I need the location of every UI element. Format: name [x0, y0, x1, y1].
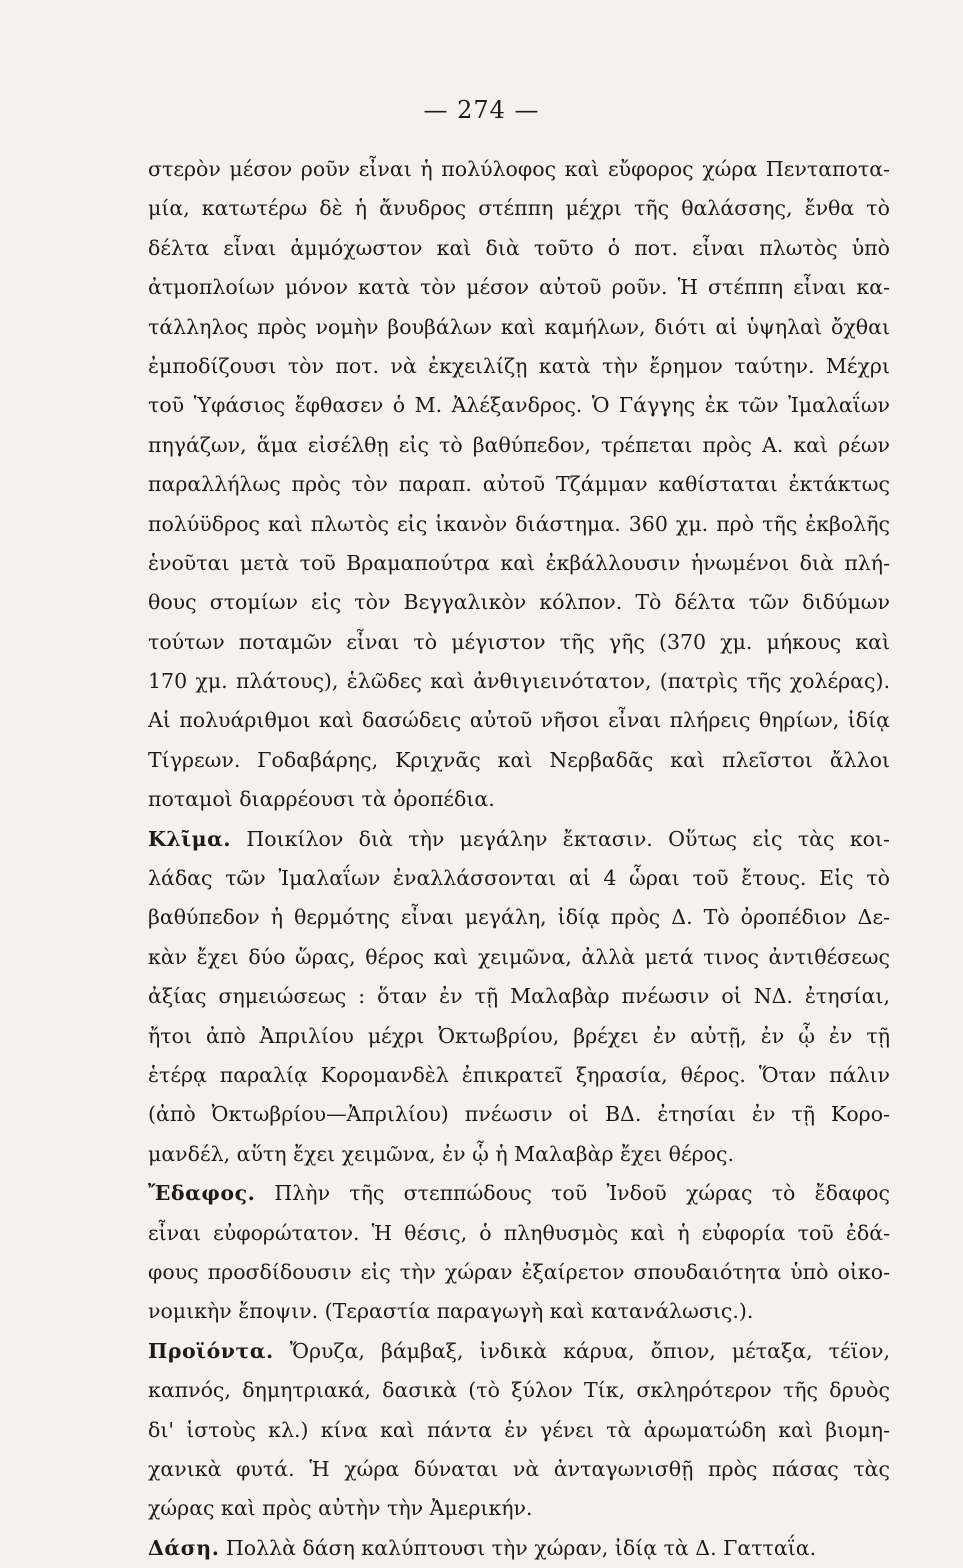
text-line	[148, 820, 890, 859]
text-line	[148, 1411, 890, 1450]
line-text: (ἀπὸ Ὀκτωβρίου—Ἀπριλίου) πνέωσιν οἱ ΒΔ. ἐτησίαι ἐν τῇ Κορο-	[148, 1102, 890, 1127]
line-text: φους προσδίδουσιν εἰς τὴν χώραν ἐξαίρετον σπουδαιότητα ὑπὸ οἰκο-	[148, 1259, 890, 1284]
text-line	[148, 505, 890, 544]
text-line	[148, 977, 890, 1016]
text-line	[148, 1371, 890, 1410]
line-text: Πλὴν τῆς στεππώδους τοῦ Ἰνδοῦ χώρας τὸ ἔδαφος	[255, 1181, 890, 1206]
line-text: ἑνοῦται μετὰ τοῦ Βραμαπούτρα καὶ ἐκβάλλουσιν ἡνωμένοι διὰ πλή-	[148, 550, 890, 575]
line-text: κὰν ἔχει δύο ὥρας, θέρος καὶ χειμῶνα, ἀλλὰ μετά τινος ἀντιθέσεως	[148, 944, 890, 969]
text-line	[148, 1332, 890, 1371]
line-text: ἀτμοπλοίων μόνον κατὰ τὸν μέσον αὐτοῦ ροῦν. Ἡ στέππη εἶναι κα-	[148, 275, 890, 300]
text-line	[148, 150, 890, 189]
text-line	[148, 1450, 890, 1489]
text-line	[148, 268, 890, 307]
line-text: ποταμοὶ διαρρέουσι τὰ ὀροπέδια.	[148, 787, 495, 812]
line-text: ἀξίας σημειώσεως : ὅταν ἐν τῇ Μαλαβὰρ πνέωσιν οἱ ΝΔ. ἐτησίαι,	[148, 984, 890, 1009]
line-text: παραλλήλως πρὸς τὸν παραπ. αὐτοῦ Τζάμμαν καθίσταται ἐκτάκτως	[148, 472, 890, 497]
text-line	[148, 229, 890, 268]
text-line	[148, 544, 890, 583]
line-text: μανδέλ, αὕτη ἔχει χειμῶνα, ἐν ᾧ ἡ Μαλαβὰρ ἔχει θέρος.	[148, 1141, 735, 1166]
text-line	[148, 1095, 890, 1134]
text-line	[148, 1489, 890, 1528]
line-text: δέλτα εἶναι ἀμμόχωστον καὶ διὰ τοῦτο ὁ ποτ. εἶναι πλωτὸς ὑπὸ	[148, 235, 890, 260]
page-number: — 274 —	[423, 96, 540, 124]
text-line	[148, 1292, 890, 1331]
line-text: χώρας καὶ πρὸς αὐτὴν τὴν Ἀμερικήν.	[148, 1496, 533, 1521]
section-heading: Ἔδαφος.	[148, 1181, 256, 1206]
text-line	[148, 386, 890, 425]
text-line	[148, 1135, 890, 1174]
text-line	[148, 189, 890, 228]
text-line	[148, 1214, 890, 1253]
line-text: δι' ἱστοὺς κλ.) κίνα καὶ πάντα ἐν γένει τὰ ἀρωματώδη καὶ βιομη-	[148, 1417, 890, 1442]
line-text: εἶναι εὐφορώτατον. Ἡ θέσις, ὁ πληθυσμὸς καὶ ἡ εὐφορία τοῦ ἐδά-	[148, 1220, 890, 1245]
section-heading: Δάση.	[148, 1535, 220, 1560]
line-text: μία, κατωτέρω δὲ ἡ ἄνυδρος στέππη μέχρι τῆς θαλάσσης, ἔνθα τὸ	[148, 196, 890, 221]
line-text: Τίγρεων. Γοδαβάρης, Κριχνᾶς καὶ Νερβαδᾶς καὶ πλεῖστοι ἄλλοι	[148, 747, 890, 772]
line-text: βαθύπεδον ἡ θερμότης εἶναι μεγάλη, ἰδίᾳ πρὸς Δ. Τὸ ὀροπέδιον Δε-	[148, 905, 890, 930]
text-line	[148, 426, 890, 465]
line-text: νομικὴν ἔποψιν. (Τεραστία παραγωγὴ καὶ κατανάλωσις.).	[148, 1299, 754, 1324]
line-text: τούτων ποταμῶν εἶναι τὸ μέγιστον τῆς γῆς (370 χμ. μήκους καὶ	[148, 629, 890, 654]
text-line	[148, 465, 890, 504]
line-text: πηγάζων, ἅμα εἰσέλθῃ εἰς τὸ βαθύπεδον, τρέπεται πρὸς Α. καὶ ρέων	[148, 432, 890, 457]
section-heading: Κλῖμα.	[148, 826, 232, 851]
line-text: τοῦ Ὑφάσιος ἔφθασεν ὁ Μ. Ἀλέξανδρος. Ὁ Γάγγης ἐκ τῶν Ἰμαλαΐων	[148, 393, 890, 418]
section-heading: Προϊόντα.	[148, 1338, 274, 1363]
line-text: Πολλὰ δάση καλύπτουσι τὴν χώραν, ἰδίᾳ τὰ Δ. Γατταΐα.	[219, 1535, 817, 1560]
text-line	[148, 859, 890, 898]
line-text: Ποικίλον διὰ τὴν μεγάλην ἔκτασιν. Οὕτως εἰς τὰς κοι-	[231, 826, 890, 851]
text-line	[148, 701, 890, 740]
text-line	[148, 898, 890, 937]
text-line	[148, 741, 890, 780]
line-text: ἑτέρᾳ παραλίᾳ Κορομανδὲλ ἐπικρατεῖ ξηρασία, θέρος. Ὅταν πάλιν	[148, 1062, 890, 1087]
text-line	[148, 662, 890, 701]
text-line	[148, 583, 890, 622]
line-text: στερὸν μέσον ροῦν εἶναι ἡ πολύλοφος καὶ εὔφορος χώρα Πενταποτα-	[148, 157, 890, 181]
text-line	[148, 623, 890, 662]
line-text: θους στομίων εἰς τὸν Βεγγαλικὸν κόλπον. Τὸ δέλτα τῶν διδύμων	[148, 590, 890, 615]
line-text: Αἱ πολυάριθμοι καὶ δασώδεις αὐτοῦ νῆσοι εἶναι πλήρεις θηρίων, ἰδίᾳ	[148, 708, 890, 733]
text-line	[148, 1529, 890, 1568]
text-line	[148, 780, 890, 819]
line-text: ἐμποδίζουσι τὸν ποτ. νὰ ἐκχειλίζῃ κατὰ τὴν ἔρημον ταύτην. Μέχρι	[148, 353, 890, 378]
line-text: ἤτοι ἀπὸ Ἀπριλίου μέχρι Ὀκτωβρίου, βρέχει ἐν αὐτῇ, ἐν ᾧ ἐν τῇ	[148, 1023, 890, 1048]
text-line	[148, 347, 890, 386]
text-line	[148, 1253, 890, 1292]
line-text: χανικὰ φυτά. Ἡ χώρα δύναται νὰ ἀνταγωνισθῇ πρὸς πάσας τὰς	[148, 1456, 890, 1481]
line-text: καπνός, δημητριακά, δασικὰ (τὸ ξύλον Τίκ, σκληρότερον τῆς δρυὸς	[148, 1378, 890, 1403]
text-line	[148, 1056, 890, 1095]
line-text: λάδας τῶν Ἰμαλαΐων ἐναλλάσσονται αἱ 4 ὧραι τοῦ ἔτους. Εἰς τὸ	[148, 866, 890, 891]
line-text: τάλληλος πρὸς νομὴν βουβάλων καὶ καμήλων, διότι αἱ ὑψηλαὶ ὄχθαι	[148, 314, 890, 339]
text-line	[148, 1174, 890, 1213]
body-text	[148, 150, 890, 1568]
text-line	[148, 938, 890, 977]
text-line	[148, 1017, 890, 1056]
line-text: Ὄρυζα, βάμβαξ, ἰνδικὰ κάρυα, ὄπιον, μέταξα, τέϊον,	[273, 1338, 890, 1363]
line-text: πολύϋδρος καὶ πλωτὸς εἰς ἱκανὸν διάστημα. 360 χμ. πρὸ τῆς ἐκβολῆς	[148, 511, 890, 536]
text-line	[148, 308, 890, 347]
line-text: 170 χμ. πλάτους), ἑλῶδες καὶ ἀνθιγιεινότατον, (πατρὶς τῆς χολέρας).	[148, 669, 890, 694]
